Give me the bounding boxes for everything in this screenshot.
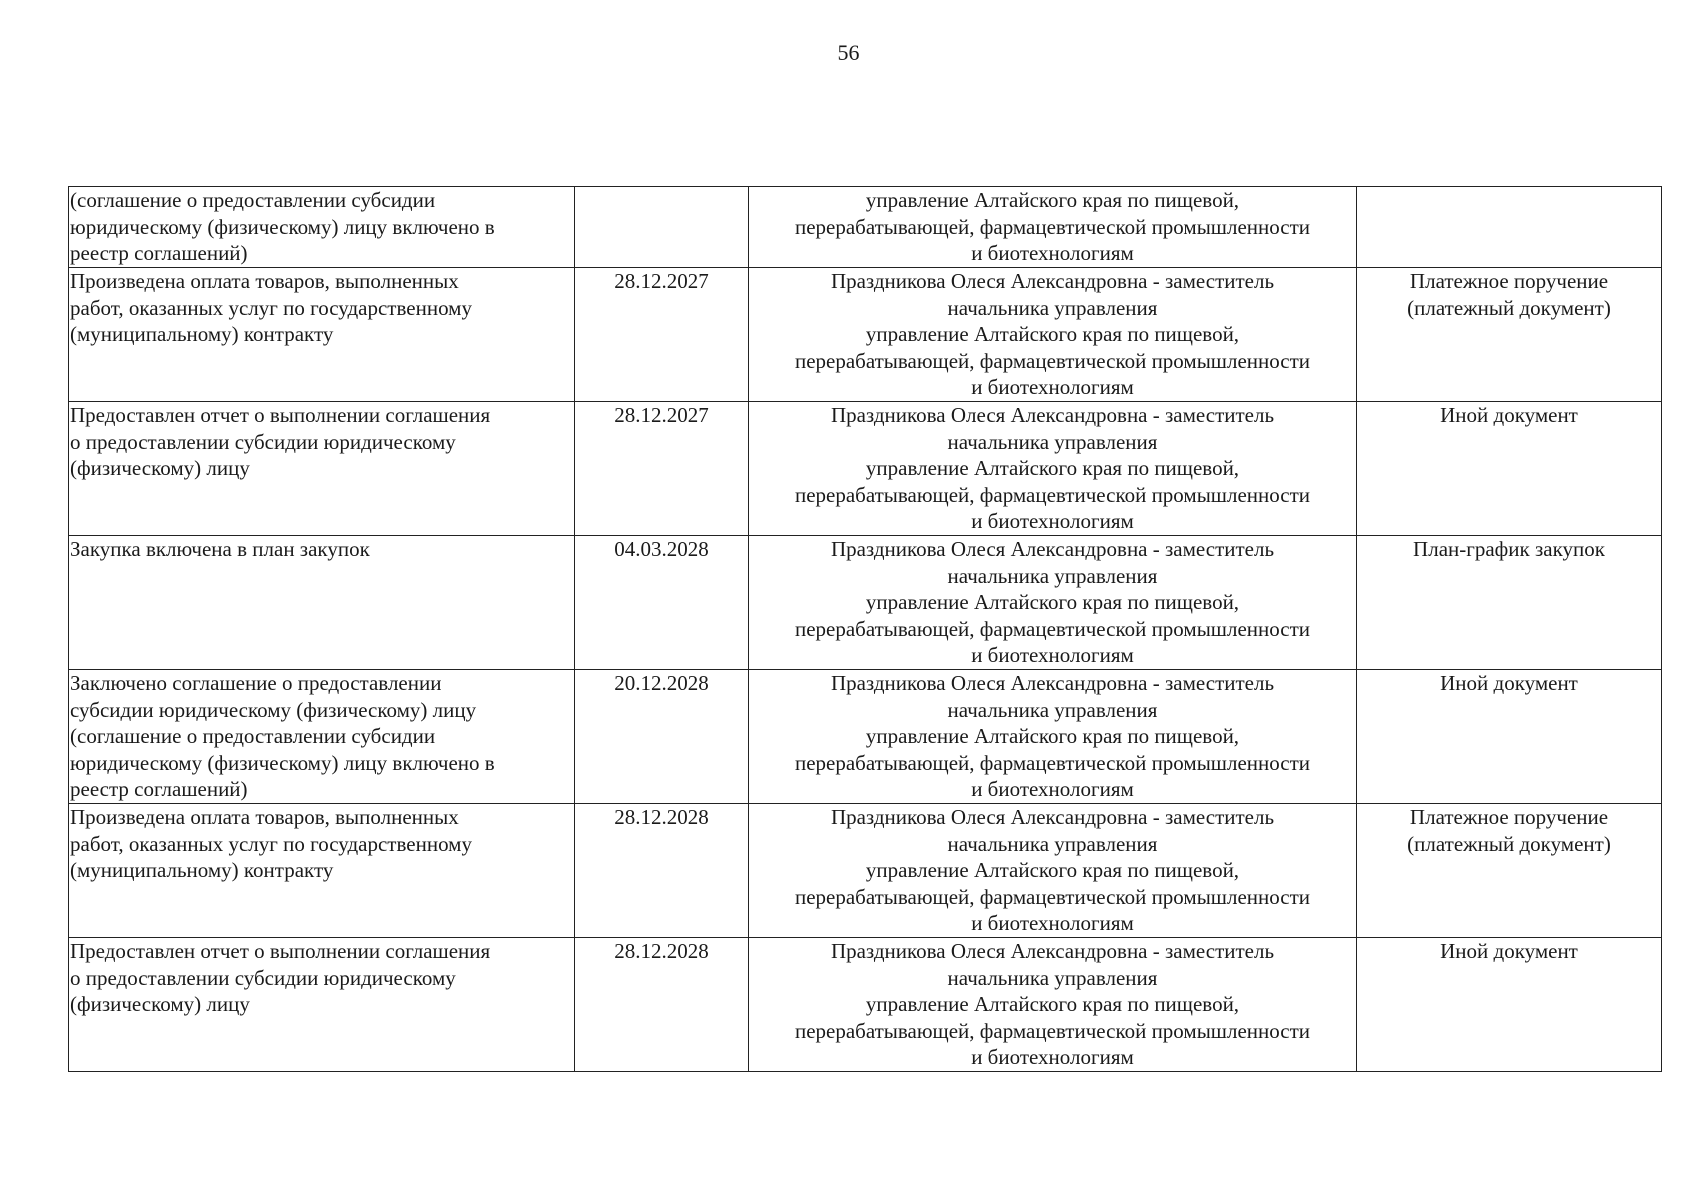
- responsible-line: начальника управления: [947, 831, 1158, 856]
- event-line: Предоставлен отчет о выполнении соглашения: [70, 939, 491, 963]
- responsible-line: и биотехнологиям: [971, 375, 1134, 399]
- responsible-line: Праздникова Олеся Александровна - заместитель: [830, 269, 1275, 293]
- table-row: [69, 402, 1662, 536]
- responsible-line: перерабатывающей, фармацевтической промышленности: [794, 1018, 1311, 1043]
- event-line: юридическому (физическому) лицу включено в: [70, 214, 495, 239]
- responsible-line: перерабатывающей, фармацевтической промышленности: [794, 884, 1311, 909]
- event-line: о предоставлении субсидии юридическому: [70, 429, 456, 454]
- event-line: о предоставлении субсидии юридическому: [70, 965, 456, 990]
- document-cell: [1357, 804, 1662, 938]
- responsible-line: и биотехнологиям: [971, 643, 1134, 667]
- table-row: [69, 670, 1662, 804]
- document-line: Иной документ: [1440, 671, 1578, 695]
- event-cell: [69, 804, 575, 938]
- event-cell: [69, 402, 575, 536]
- event-line: (физическому) лицу: [70, 992, 250, 1016]
- document-line: (платежный документ): [1407, 295, 1611, 320]
- event-line: (муниципальному) контракту: [70, 322, 334, 346]
- date-cell: 28.12.2028: [575, 938, 749, 1072]
- document-line: Платежное поручение: [1409, 269, 1609, 293]
- responsible-cell: [749, 804, 1357, 938]
- document-cell: [1357, 268, 1662, 402]
- document-cell: [1357, 938, 1662, 1072]
- responsible-line: управление Алтайского края по пищевой,: [865, 724, 1240, 748]
- responsible-line: перерабатывающей, фармацевтической промышленности: [794, 348, 1311, 373]
- date-cell: 28.12.2027: [575, 268, 749, 402]
- responsible-line: начальника управления: [947, 295, 1158, 320]
- event-line: Произведена оплата товаров, выполненных: [70, 805, 459, 829]
- event-cell: [69, 938, 575, 1072]
- table-row: [69, 804, 1662, 938]
- event-line: Предоставлен отчет о выполнении соглашения: [70, 403, 491, 427]
- document-cell: [1357, 187, 1662, 268]
- document-line: (платежный документ): [1407, 831, 1611, 856]
- date-cell: [575, 187, 749, 268]
- event-line: субсидии юридическому (физическому) лицу: [70, 697, 477, 722]
- control-points-table: [68, 186, 1662, 1072]
- responsible-line: управление Алтайского края по пищевой,: [865, 456, 1240, 480]
- responsible-cell: [749, 268, 1357, 402]
- document-line: Иной документ: [1440, 403, 1578, 427]
- responsible-line: начальника управления: [947, 965, 1158, 990]
- responsible-line: и биотехнологиям: [971, 509, 1134, 533]
- responsible-line: перерабатывающей, фармацевтической промышленности: [794, 750, 1311, 775]
- date-cell: 28.12.2028: [575, 804, 749, 938]
- responsible-line: и биотехнологиям: [971, 911, 1134, 935]
- event-cell: [69, 187, 575, 268]
- event-line: юридическому (физическому) лицу включено в: [70, 750, 495, 775]
- responsible-line: управление Алтайского края по пищевой,: [865, 590, 1240, 614]
- event-line: (муниципальному) контракту: [70, 858, 334, 882]
- responsible-line: и биотехнологиям: [971, 1045, 1134, 1069]
- event-line: Заключено соглашение о предоставлении: [70, 671, 442, 695]
- date-cell: 20.12.2028: [575, 670, 749, 804]
- responsible-line: начальника управления: [947, 563, 1158, 588]
- event-cell: [69, 670, 575, 804]
- document-cell: [1357, 402, 1662, 536]
- responsible-line: начальника управления: [947, 697, 1158, 722]
- responsible-line: начальника управления: [947, 429, 1158, 454]
- event-line: реестр соглашений): [70, 777, 248, 801]
- event-line: (соглашение о предоставлении субсидии: [70, 724, 436, 748]
- table-row: [69, 187, 1662, 268]
- responsible-line: управление Алтайского края по пищевой,: [865, 322, 1240, 346]
- document-cell: [1357, 670, 1662, 804]
- event-line: Закупка включена в план закупок: [70, 537, 370, 561]
- responsible-line: Праздникова Олеся Александровна - заместитель: [830, 805, 1275, 829]
- responsible-line: перерабатывающей, фармацевтической промышленности: [794, 482, 1311, 507]
- table-row: [69, 268, 1662, 402]
- event-line: (физическому) лицу: [70, 456, 250, 480]
- responsible-line: перерабатывающей, фармацевтической промышленности: [794, 616, 1311, 641]
- event-line: реестр соглашений): [70, 241, 248, 265]
- responsible-line: Праздникова Олеся Александровна - заместитель: [830, 537, 1275, 561]
- responsible-cell: [749, 670, 1357, 804]
- responsible-line: Праздникова Олеся Александровна - заместитель: [830, 403, 1275, 427]
- responsible-line: перерабатывающей, фармацевтической промышленности: [794, 214, 1311, 239]
- responsible-cell: [749, 187, 1357, 268]
- event-cell: [69, 268, 575, 402]
- responsible-line: и биотехнологиям: [971, 241, 1134, 265]
- document-line: План-график закупок: [1413, 537, 1605, 561]
- date-cell: 28.12.2027: [575, 402, 749, 536]
- document-line: Иной документ: [1440, 939, 1578, 963]
- responsible-cell: [749, 938, 1357, 1072]
- responsible-line: управление Алтайского края по пищевой,: [865, 188, 1240, 212]
- responsible-line: и биотехнологиям: [971, 777, 1134, 801]
- event-line: работ, оказанных услуг по государственному: [70, 295, 472, 320]
- table-row: [69, 938, 1662, 1072]
- table-row: [69, 536, 1662, 670]
- event-line: Произведена оплата товаров, выполненных: [70, 269, 459, 293]
- responsible-cell: [749, 536, 1357, 670]
- responsible-line: управление Алтайского края по пищевой,: [865, 992, 1240, 1016]
- event-line: (соглашение о предоставлении субсидии: [70, 188, 436, 212]
- event-cell: [69, 536, 575, 670]
- document-line: Платежное поручение: [1409, 805, 1609, 829]
- responsible-cell: [749, 402, 1357, 536]
- responsible-line: Праздникова Олеся Александровна - заместитель: [830, 671, 1275, 695]
- document-cell: [1357, 536, 1662, 670]
- table-body: [69, 187, 1662, 1072]
- page-number: 56: [837, 40, 860, 65]
- responsible-line: управление Алтайского края по пищевой,: [865, 858, 1240, 882]
- event-line: работ, оказанных услуг по государственному: [70, 831, 472, 856]
- date-cell: 04.03.2028: [575, 536, 749, 670]
- responsible-line: Праздникова Олеся Александровна - заместитель: [830, 939, 1275, 963]
